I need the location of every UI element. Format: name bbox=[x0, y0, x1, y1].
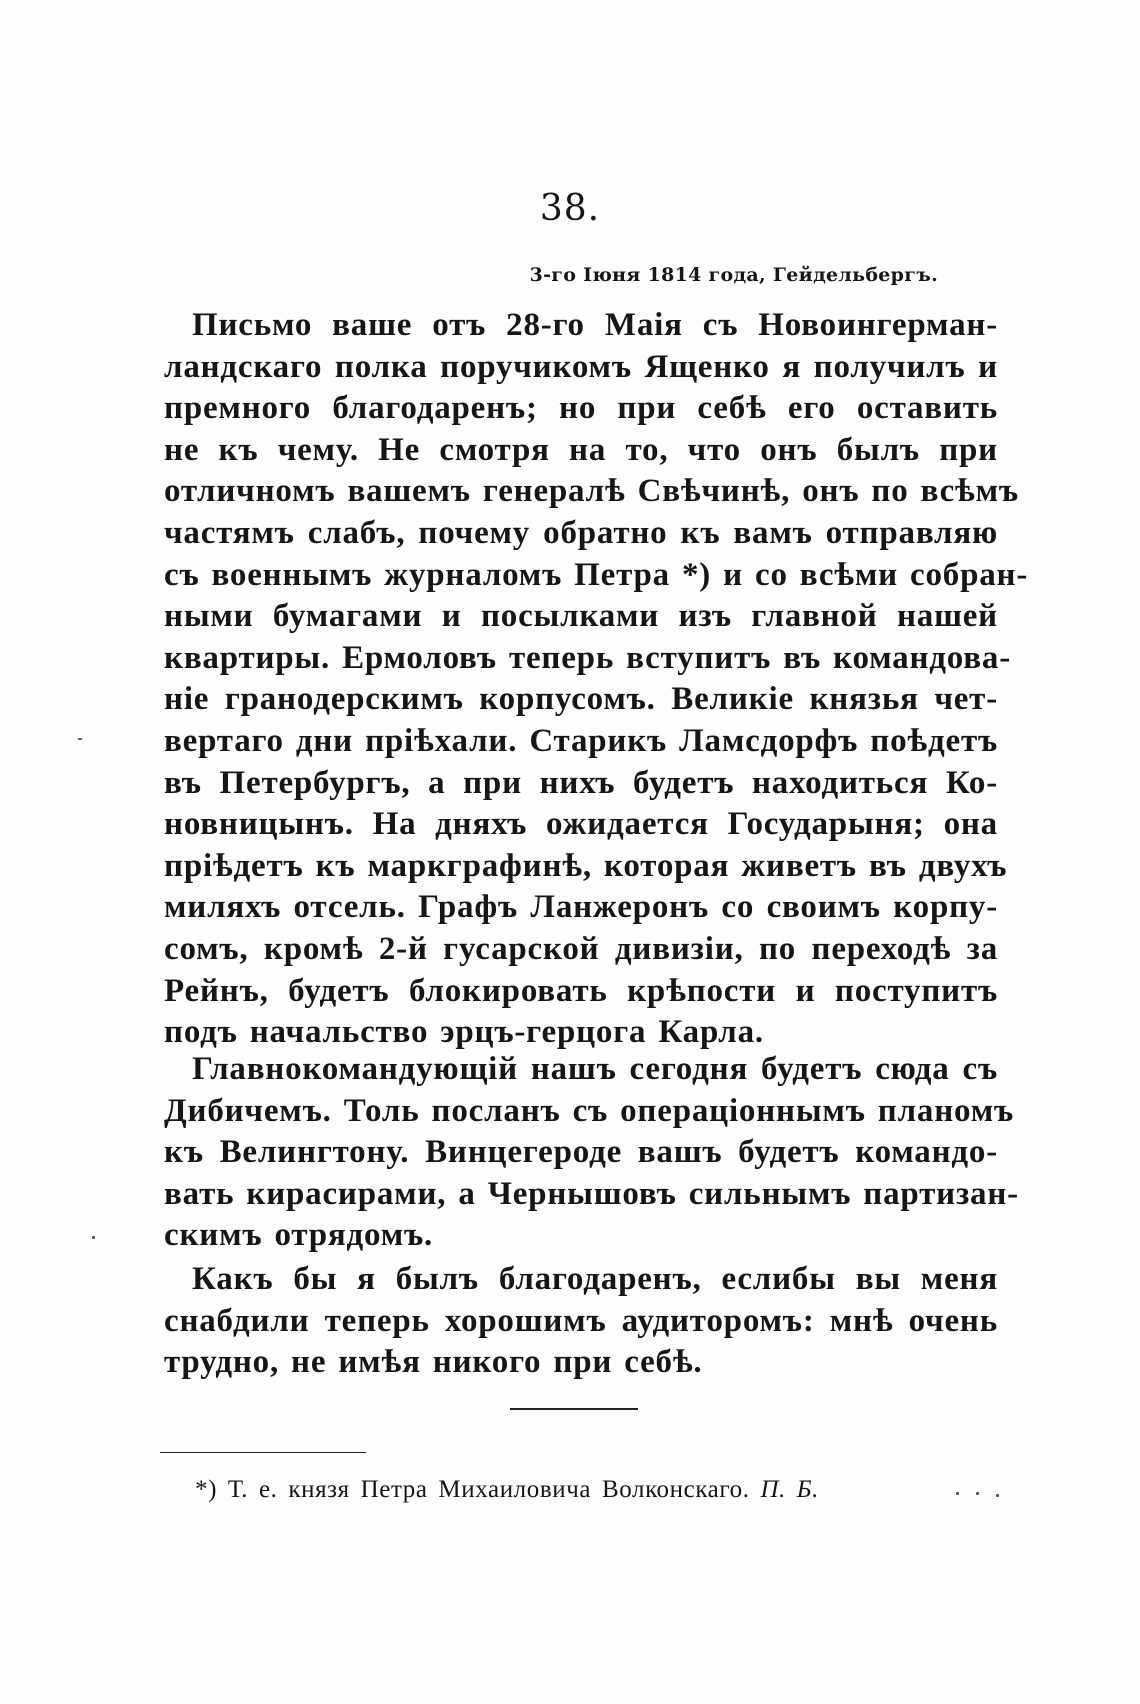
scan-speck bbox=[976, 1492, 979, 1495]
text-line: Дибичемъ. Толь посланъ съ операціоннымъ планомъ bbox=[164, 1092, 1015, 1129]
footnote-separator-rule bbox=[160, 1452, 366, 1453]
text-line: подъ начальство эрцъ-герцога Карла. bbox=[164, 1014, 764, 1051]
text-line: пріѣдетъ къ маркграфинѣ, которая живетъ въ двухъ bbox=[164, 847, 1008, 884]
text-line: Рейнъ, будетъ блокировать крѣпости и поступитъ bbox=[164, 972, 998, 1009]
text-line: Какъ бы я былъ благодаренъ, еслибы вы меня bbox=[192, 1261, 998, 1297]
text-line: новницынъ. На дняхъ ожидается Государыня; она bbox=[164, 806, 998, 843]
text-line: не къ чему. Не смотря на то, что онъ былъ при bbox=[164, 431, 998, 468]
scan-speck bbox=[996, 1494, 999, 1497]
text-line: къ Велингтону. Винцегероде вашъ будетъ командо- bbox=[164, 1134, 998, 1171]
text-line: трудно, не имѣя никого при себѣ. bbox=[164, 1344, 703, 1381]
scan-speck bbox=[92, 1236, 95, 1239]
text-line: сомъ, кромѣ 2-й гусарской дивизіи, по переходѣ за bbox=[164, 930, 998, 967]
text-line: скимъ отрядомъ. bbox=[164, 1217, 434, 1254]
scan-speck bbox=[956, 1492, 959, 1495]
text-line: премного благодаренъ; но при себѣ его оставить bbox=[164, 390, 998, 427]
text-line: ландскаго полка поручикомъ Ященко я получилъ и bbox=[164, 348, 998, 385]
paragraph-1 bbox=[164, 305, 1029, 1054]
text-line: частямъ слабъ, почему обратно къ вамъ отправляю bbox=[164, 514, 998, 551]
text-line: миляхъ отсель. Графъ Ланжеронъ со своимъ корпу- bbox=[164, 889, 998, 926]
text-line: вертаго дни пріѣхали. Старикъ Ламсдорфъ поѣдетъ bbox=[164, 722, 998, 759]
text-line: Письмо ваше отъ 28-го Маія съ Новоингерман- bbox=[192, 307, 998, 343]
text-line: квартиры. Ермоловъ теперь вступитъ въ командова- bbox=[164, 639, 1011, 676]
letter-number: 38. bbox=[539, 188, 601, 229]
text-line: вать кирасирами, а Чернышовъ сильнымъ партизан- bbox=[164, 1175, 1019, 1212]
paragraph-3 bbox=[164, 1259, 998, 1384]
text-line: съ военнымъ журналомъ Петра *) и со всѣми собран- bbox=[164, 556, 1029, 593]
text-line: снабдили теперь хорошимъ аудиторомъ: мнѣ очень bbox=[164, 1302, 998, 1339]
footnote-initials: П. Б. bbox=[760, 1476, 819, 1503]
section-end-rule bbox=[510, 1408, 638, 1410]
text-line: ніе гранодерскимъ корпусомъ. Великіе князья чет- bbox=[164, 681, 998, 718]
paragraph-2 bbox=[164, 1049, 1019, 1257]
text-line: отличномъ вашемъ генералѣ Свѣчинѣ, онъ по всѣмъ bbox=[164, 473, 1019, 510]
text-line: въ Петербургъ, а при нихъ будетъ находиться Ко- bbox=[164, 764, 998, 801]
dateline: 3-го Іюня 1814 года, Гейдельбергъ. bbox=[529, 264, 938, 286]
footnote bbox=[195, 1476, 819, 1504]
footnote-text: *) Т. е. князя Петра Михаиловича Волконскаго. bbox=[195, 1476, 750, 1503]
text-line: ными бумагами и посылками изъ главной нашей bbox=[164, 598, 998, 635]
scan-speck bbox=[78, 738, 82, 740]
text-line: Главнокомандующій нашъ сегодня будетъ сюда съ bbox=[192, 1051, 998, 1087]
